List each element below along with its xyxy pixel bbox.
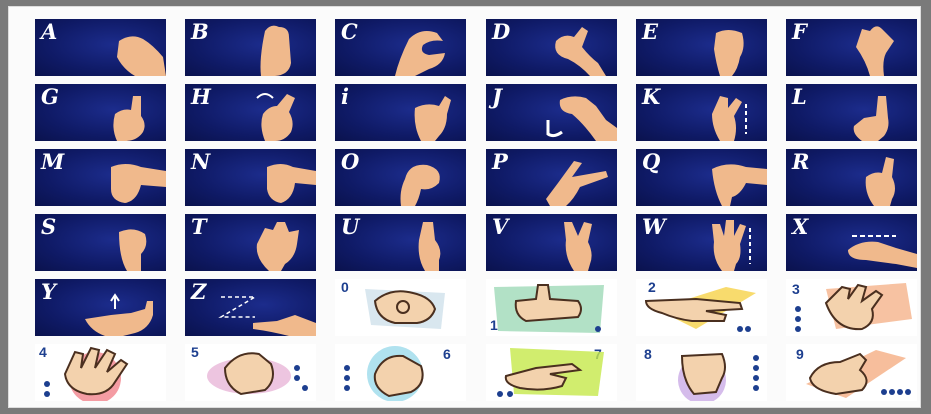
number-tile-5 (185, 344, 316, 401)
letter-tile-t (185, 214, 316, 271)
letter-label: U (341, 214, 359, 239)
letter-tile-d (486, 19, 617, 76)
letter-tile-v (486, 214, 617, 271)
hand-sign-icon (486, 149, 617, 206)
hand-sign-icon (35, 19, 166, 76)
number-tile-1 (486, 279, 617, 336)
letter-tile-m (35, 149, 166, 206)
number-label: 8 (644, 346, 652, 362)
hand-sign-icon (786, 214, 917, 271)
letter-label: M (41, 149, 64, 174)
letter-label: C (341, 19, 357, 44)
letter-tile-c (335, 19, 466, 76)
hand-number-icon (636, 279, 767, 336)
hand-sign-icon (486, 84, 617, 141)
letter-tile-e (636, 19, 767, 76)
hand-sign-icon (486, 19, 617, 76)
number-tile-0 (335, 279, 466, 336)
number-tile-3 (786, 279, 917, 336)
letter-label: N (191, 149, 210, 174)
letter-tile-o (335, 149, 466, 206)
number-tile-4 (35, 344, 166, 401)
letter-tile-l (786, 84, 917, 141)
hand-sign-icon (786, 19, 917, 76)
hand-sign-icon (786, 149, 917, 206)
hand-sign-icon (636, 84, 767, 141)
letter-label: i (341, 84, 348, 109)
number-label: 1 (490, 317, 498, 333)
hand-number-icon (335, 344, 466, 401)
number-label: 6 (443, 346, 451, 362)
letter-label: J (492, 84, 501, 109)
number-tile-9 (786, 344, 917, 401)
hand-number-icon (486, 279, 617, 336)
number-label: 5 (191, 344, 199, 360)
hand-sign-icon (35, 149, 166, 206)
letter-label: F (792, 19, 806, 44)
letter-label: R (792, 149, 809, 174)
letter-tile-p (486, 149, 617, 206)
letter-tile-x (786, 214, 917, 271)
letter-tile-u (335, 214, 466, 271)
number-tile-2 (636, 279, 767, 336)
letter-tile-y (35, 279, 166, 336)
hand-sign-icon (185, 149, 316, 206)
letter-label: E (642, 19, 658, 44)
letter-label: K (642, 84, 660, 109)
hand-sign-icon (335, 149, 466, 206)
letter-label: B (191, 19, 208, 44)
letter-tile-r (786, 149, 917, 206)
hand-sign-icon (486, 214, 617, 271)
number-tile-6 (335, 344, 466, 401)
hand-sign-icon (636, 214, 767, 271)
number-label: 3 (792, 281, 800, 297)
hand-number-icon (335, 279, 466, 336)
letter-label: P (492, 149, 507, 174)
hand-sign-icon (335, 19, 466, 76)
hand-number-icon (35, 344, 166, 401)
letter-tile-q (636, 149, 767, 206)
hand-sign-icon (35, 214, 166, 271)
number-tile-8 (636, 344, 767, 401)
letter-tile-k (636, 84, 767, 141)
letter-tile-i (335, 84, 466, 141)
letter-label: Z (191, 279, 206, 304)
letter-tile-n (185, 149, 316, 206)
letter-tile-w (636, 214, 767, 271)
hand-sign-icon (786, 84, 917, 141)
hand-sign-icon (185, 279, 316, 336)
number-label: 9 (796, 346, 804, 362)
letter-tile-h (185, 84, 316, 141)
number-tile-7 (486, 344, 617, 401)
letter-tile-f (786, 19, 917, 76)
hand-sign-icon (185, 84, 316, 141)
letter-label: H (191, 84, 210, 109)
hand-sign-icon (335, 84, 466, 141)
letter-label: O (341, 149, 359, 174)
letter-label: W (642, 214, 665, 239)
hand-number-icon (786, 279, 917, 336)
hand-sign-icon (335, 214, 466, 271)
hand-number-icon (786, 344, 917, 401)
letter-tile-a (35, 19, 166, 76)
letter-label: D (492, 19, 510, 44)
hand-sign-icon (35, 84, 166, 141)
letter-tile-j (486, 84, 617, 141)
letter-tile-g (35, 84, 166, 141)
hand-sign-icon (636, 19, 767, 76)
hand-sign-icon (185, 214, 316, 271)
hand-number-icon (185, 344, 316, 401)
letter-label: S (41, 214, 56, 239)
hand-sign-icon (185, 19, 316, 76)
letter-label: L (792, 84, 806, 109)
number-label: 2 (648, 279, 656, 295)
number-label: 4 (39, 344, 47, 360)
letter-label: G (41, 84, 58, 109)
hand-number-icon (636, 344, 767, 401)
number-label: 0 (341, 279, 349, 295)
letter-label: V (492, 214, 508, 239)
letter-label: Y (41, 279, 55, 304)
letter-tile-z (185, 279, 316, 336)
letter-tile-b (185, 19, 316, 76)
hand-number-icon (486, 344, 617, 401)
letter-label: X (792, 214, 808, 239)
letter-label: T (191, 214, 206, 239)
sign-language-chart (8, 6, 921, 408)
hand-sign-icon (636, 149, 767, 206)
letter-tile-s (35, 214, 166, 271)
hand-sign-icon (35, 279, 166, 336)
letter-label: A (41, 19, 57, 44)
letter-label: Q (642, 149, 660, 174)
